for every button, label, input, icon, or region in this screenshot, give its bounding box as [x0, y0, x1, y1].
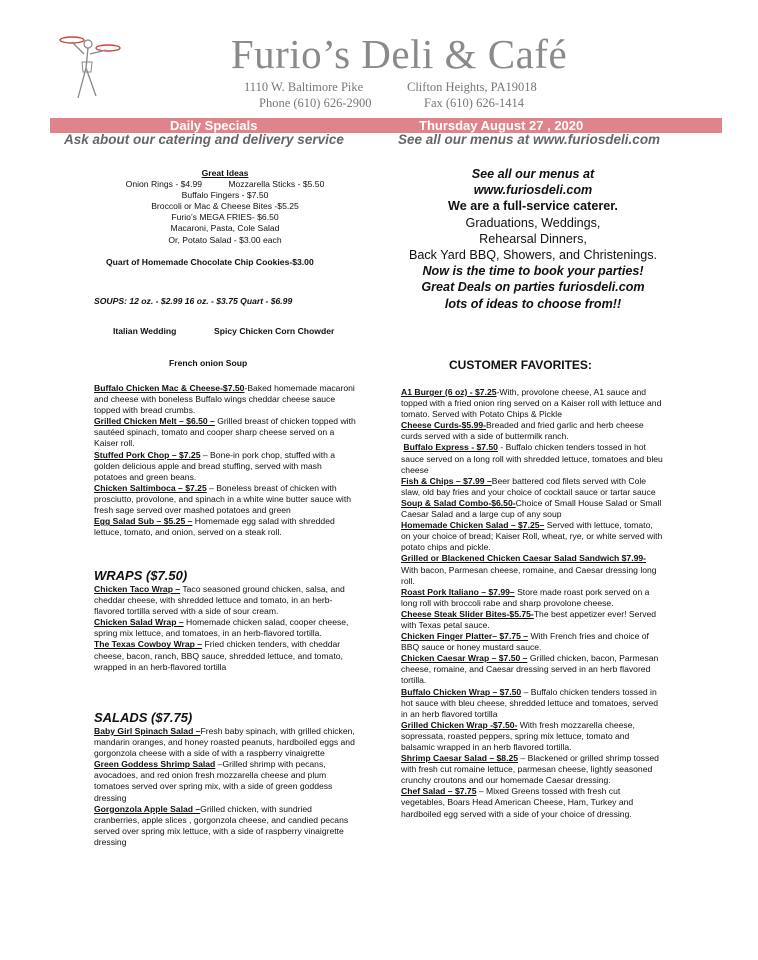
favorites-list: [401, 387, 663, 820]
city-state-zip: Clifton Heights, PA19018: [407, 80, 537, 94]
great-ideas-line: Broccoli or Mac & Cheese Bites -$5.25: [151, 201, 299, 212]
promo-website: www.furiosdeli.com: [473, 183, 593, 198]
customer-favorites-heading: CUSTOMER FAVORITES:: [449, 358, 592, 372]
specials-list: [94, 383, 356, 538]
promo-line: See all our menus at: [471, 167, 595, 181]
great-ideas-line: Furio’s MEGA FRIES- $6.50: [171, 212, 279, 223]
wraps-list: [94, 584, 356, 673]
promo-line: lots of ideas to choose from!!: [444, 296, 622, 311]
list-item: Buffalo Chicken Mac & Cheese-$7.50-Baked homemade macaroni and cheese with boneless Buffalo wings cheddar cheese sauce topped with bread crumbs.: [94, 383, 355, 416]
great-ideas-title: Great Ideas: [201, 168, 249, 178]
list-item: Chicken Saltimboca – $7.25 – Boneless breast of chicken with prosciutto, provolone, and spinach in a white wine butter sauce with fresh sage served over mashed potatoes and green: [94, 482, 352, 516]
promo-line: Great Deals on parties furiosdeli.com: [421, 280, 645, 295]
list-item: Homemade Chicken Salad – $7.25– Served with lettuce, tomato, on your choice of bread; Kaiser Roll, wheat, rye, or white served with potato chips and pickle.: [401, 520, 663, 553]
cookies-line: Quart of Homemade Chocolate Chip Cookies-$3.00: [106, 257, 314, 267]
list-item: Egg Salad Sub – $5.25 – Homemade egg salad with shredded lettuce, tomato, and onion, served on a steak roll.: [94, 516, 335, 538]
list-item: Gorgonzola Apple Salad –Grilled chicken, with sundried cranberries, apple slices , gorgonzola cheese, and candied pecans served over spring mix lettuce, with a side of raspberry vinaigrette dressing: [94, 803, 349, 847]
list-item: Soup & Salad Combo-$6.50-Choice of Small House Salad or Small Caesar Salad and a large cup of any soup: [401, 497, 662, 520]
soup-corn-chowder: Spicy Chicken Corn Chowder: [214, 326, 335, 336]
salads-list: [94, 726, 356, 848]
salads-heading: SALADS ($7.75): [94, 710, 193, 725]
promo-line: Rehearsal Dinners,: [479, 231, 587, 246]
soup-french-onion: French onion Soup: [169, 358, 248, 368]
promo-line: Now is the time to book your parties!: [422, 264, 644, 279]
list-item: Chicken Caesar Wrap – $7.50 – Grilled chicken, bacon, Parmesan cheese, romaine, and Caesar dressing served in an herb flavored tortilla.: [401, 653, 659, 686]
great-ideas-line: Or, Potato Salad - $3.00 each: [168, 234, 282, 245]
great-ideas-line: Onion Rings - $4.99 Mozzarella Sticks - $5.50: [125, 179, 325, 190]
list-item: Cheese Curds-$5.99-Breaded and fried garlic and herb cheese curds served with a side of buttermilk ranch.: [401, 420, 644, 442]
list-item: Buffalo Express - $7.50 - Buffalo chicken tenders tossed in hot sauce served on a long roll with shredded lettuce, tomatoes and bleu cheese: [401, 442, 663, 475]
list-item: Shrimp Caesar Salad – $8.25 – Blackened or grilled shrimp tossed with fresh cut romaine lettuce, parmesan cheese, lightly seasoned crunchy croutons and our homemade Caesar dressing.: [401, 753, 659, 786]
great-ideas-line: Macaroni, Pasta, Cole Salad: [170, 223, 280, 234]
soup-italian-wedding: Italian Wedding: [113, 326, 177, 336]
wraps-heading: WRAPS ($7.50): [94, 568, 188, 583]
list-item: Chicken Taco Wrap – Taco seasoned ground chicken, salsa, and cheddar cheese, with shredded lettuce and tomato, in an herb-flavored tortilla served with a side of sour cream.: [94, 584, 345, 617]
great-ideas-line: Buffalo Fingers - $7.50: [181, 190, 269, 201]
list-item: Chicken Finger Platter– $7.75 – With French fries and choice of BBQ sauce or honey mustard sauce.: [401, 631, 649, 653]
list-item: Baby Girl Spinach Salad –Fresh baby spinach, with grilled chicken, mandarin oranges, and honey roasted peanuts, hardboiled eggs and gorgonzola cheese with a side of with a raspberry vinaigrette: [94, 726, 355, 759]
list-item: Buffalo Chicken Wrap – $7.50 – Buffalo chicken tenders tossed in hot sauce with bleu cheese, shredded lettuce and tomatoes, served in an herb flavored tortilla: [401, 686, 659, 719]
list-item: Fish & Chips – $7.99 –Beer battered cod filets served with Cole slaw, old bay fries and your choice of cocktail sauce or tartar sauce: [401, 475, 656, 497]
list-item: A1 Burger (6 oz) - $7.25-With, provolone cheese, A1 sauce and topped with a fried onion ring served on a Kaiser roll with lettuce and tomato. Served with Potato Chips & Pickle: [401, 387, 662, 420]
catering-promo: [398, 166, 668, 312]
list-item: Chicken Salad Wrap – Homemade chicken salad, cooper cheese, spring mix lettuce, and tomatoes, in an herb-flavored tortilla.: [94, 617, 349, 639]
list-item: Grilled or Blackened Chicken Caesar Salad Sandwich $7.99- With bacon, Parmesan cheese, romaine, and Caesar dressing long roll.: [401, 553, 657, 586]
list-item: The Texas Cowboy Wrap – Fried chicken tenders, with cheddar cheese, bacon, ranch, BBQ sauce, shredded lettuce, and tomato, wrapped in an herb-flavored tortilla: [94, 639, 343, 672]
promo-line: Back Yard BBQ, Showers, and Christenings.: [408, 248, 658, 263]
great-ideas-block: [94, 168, 356, 246]
list-item: Grilled Chicken Wrap -$7.50- With fresh mozzarella cheese, sopressata, roasted peppers, spring mix lettuce, tomato and balsamic wrapped in an herb flavored tortilla.: [401, 719, 635, 752]
list-item: Chef Salad – $7.75 – Mixed Greens tossed with fresh cut vegetables, Boars Head American Cheese, Ham, Turkey and hardboiled egg served with a side of your choice of dressing.: [401, 786, 634, 819]
list-item: Grilled Chicken Melt – $6.50 – Grilled breast of chicken topped with sautéed spinach, tomato and cooper sharp cheese served on a Kaiser roll.: [94, 416, 356, 449]
catering-subhead: Ask about our catering and delivery service: [64, 132, 344, 147]
list-item: Roast Pork Italiano – $7.99– Store made roast pork served on a long roll with broccoli rabe and sharp provolone cheese.: [401, 586, 650, 608]
promo-line: Graduations, Weddings,: [465, 215, 601, 230]
list-item: Cheese Steak Slider Bites-$5.75-The best appetizer ever! Served with Texas petal sauce.: [401, 608, 657, 630]
fax-number: Fax (610) 626-1414: [424, 96, 524, 110]
letterhead: [0, 0, 758, 118]
list-item: Stuffed Pork Chop – $7.25 – Bone-in pork chop, stuffed with a golden delicious apple and bread stuffing, served with mash potatoes and green beans.: [94, 449, 336, 482]
page-title: Furio’s Deli & Café: [230, 31, 568, 77]
date-label: Thursday August 27 , 2020: [419, 118, 584, 133]
specials-banner: [50, 118, 722, 133]
website-subhead: See all our menus at www.furiosdeli.com: [398, 132, 661, 147]
daily-specials-label: Daily Specials: [170, 118, 258, 133]
phone-number: Phone (610) 626-2900: [259, 96, 372, 110]
street-address: 1110 W. Baltimore Pike: [244, 80, 364, 94]
list-item: Green Goddess Shrimp Salad –Grilled shrimp with pecans, avocadoes, and red onion fresh mozzarella cheese and plum tomatoes served over spring mix, with a side of green goddess dressing: [94, 759, 333, 803]
promo-line: We are a full-service caterer.: [448, 199, 618, 214]
soup-prices: SOUPS: 12 oz. - $2.99 16 oz. - $3.75 Quart - $6.99: [94, 296, 293, 306]
